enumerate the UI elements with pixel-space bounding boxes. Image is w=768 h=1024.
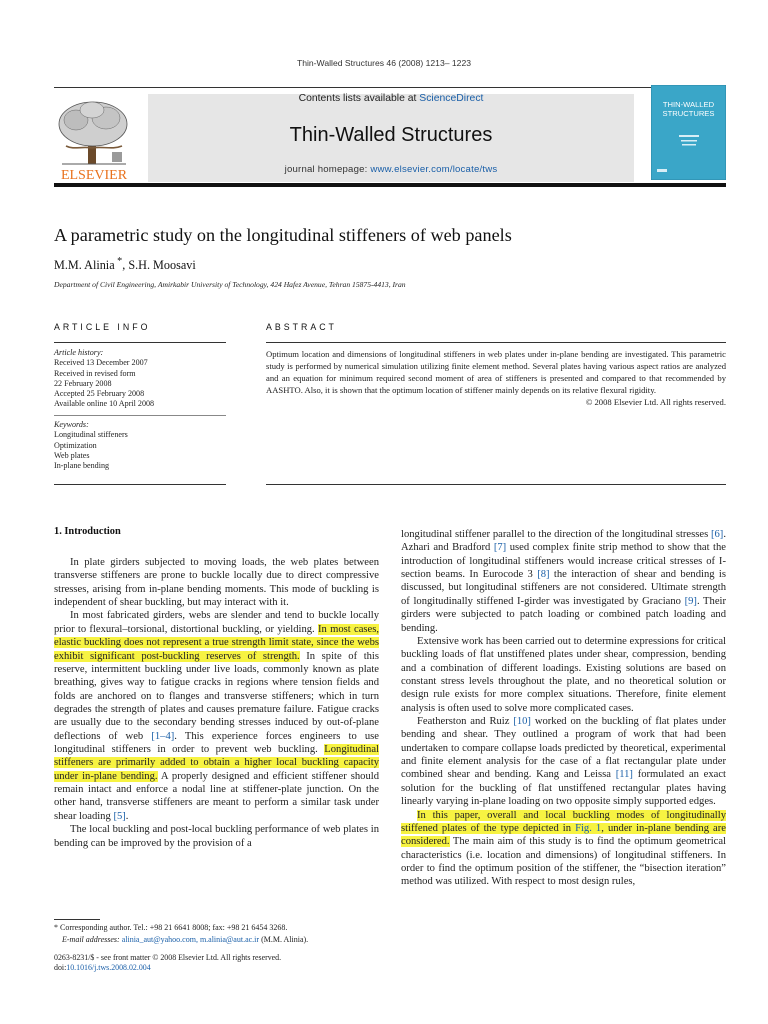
footnote-rule (54, 919, 100, 920)
highlighted-text: In most cases, elastic buckling does not represent a true strength limit state, since the webs exhibit significant post-buckling reserves of strength. (54, 623, 379, 662)
body-paragraph (401, 809, 726, 889)
citation-link[interactable]: [5] (113, 810, 126, 822)
journal-cover-image (651, 85, 726, 180)
doi-link[interactable]: 10.1016/j.tws.2008.02.004 (66, 963, 151, 973)
body-text: A properly designed and efficient stiffener should remain intact and enforce a nodal line at stiffener-plate junction. On the other hand, transverse stiffeners are meant to perform a similar task under shear loading (54, 770, 379, 822)
info-bottom-rule (54, 484, 226, 485)
body-text: longitudinal stiffener parallel to the direction of the longitudinal stresses (401, 529, 711, 540)
citation-link[interactable]: [11] (615, 769, 633, 781)
corresponding-author-note: * Corresponding author. Tel.: +98 21 6641 8008; fax: +98 21 6454 3268. (54, 923, 288, 932)
issn-line: 0263-8231/$ - see front matter © 2008 Elsevier Ltd. All rights reserved. (54, 953, 282, 962)
journal-citation: Thin-Walled Structures 46 (2008) 1213– 1223 (296, 58, 472, 68)
info-divider (54, 415, 226, 416)
body-text: . Their girders were subjected to patch loading or combined patch loading and bending. (401, 595, 726, 634)
sciencedirect-link[interactable]: ScienceDirect (419, 93, 484, 104)
body-paragraph (401, 528, 726, 635)
article-title: A parametric study on the longitudinal stiffeners of web panels (54, 225, 512, 245)
body-column-right (401, 528, 726, 889)
author-affiliation: Department of Civil Engineering, Amirkabir University of Technology, 424 Hafez Avenue, Tehran 15875-4413, Iran (54, 280, 406, 289)
keywords (54, 420, 226, 471)
keyword-item[interactable]: Web plates (54, 450, 90, 460)
author-emails[interactable]: alinia_aut@yahoo.com, m.alinia@aut.ac.ir (121, 934, 260, 944)
body-text: . Azhari and Bradford (401, 529, 726, 554)
body-text: worked on the buckling of flat plates under bending and shear. They outlined a program of work that had been undertaken to compare collapse loads predicted by theoretical, experimental and finite element analysis for the case of a flat rectangular plate under combined shear and bending. Kang and Leissa (401, 716, 726, 781)
journal-title: Thin-Walled Structures (289, 124, 493, 146)
corresponding-mark[interactable]: * (114, 256, 123, 267)
doi-label: doi: (54, 963, 67, 973)
citation-link[interactable]: [6] (710, 529, 724, 540)
journal-cover[interactable] (651, 85, 726, 180)
abstract-bottom-rule (266, 484, 726, 485)
body-paragraph (54, 823, 379, 850)
citation-link[interactable]: [8] (537, 569, 550, 581)
front-matter-footer (54, 953, 281, 974)
history-label: Article history: (54, 348, 104, 357)
body-text: In plate girders subjected to moving loads, the web plates between transverse stiffeners are prone to buckle locally due to direct compressive stresses, arising from in-plane bending moments. This mode of buckling is independent of shear buckling, but may interact with it. (54, 557, 379, 609)
header-top-rule (54, 87, 726, 88)
history-entry: Received in revised form (54, 368, 136, 378)
keyword-item[interactable]: In-plane bending (54, 461, 110, 471)
homepage-prefix: journal homepage: (284, 164, 371, 175)
body-paragraph (54, 556, 379, 609)
history-entry: 22 February 2008 (54, 378, 112, 388)
info-top-rule (54, 342, 226, 343)
abstract-text: Optimum location and dimensions of longitudinal stiffeners in web plates under in-plane bending are investigated. This parametric study is performed by numerical simulation utilizing finite element method. Several plates having various aspect ratios are analyzed and an equation for minimum required second moment of area of stiffeners is presented and compared to that recommended by AASHTO. Also, it is shown that the optimum location of stiffener mainly depends on its relative flexural rigidity. (266, 349, 726, 396)
email-owner: (M.M. Alinia). (259, 934, 309, 944)
body-text: The local buckling and post-local buckling performance of web plates in bending can be improved by the provision of a (54, 824, 379, 849)
body-text: the interaction of shear and bending is discussed, but longitudinal stiffeners are not considered. Ultimate strength of longitudinally stiffened I-girder was investigated by Graciano (401, 569, 726, 607)
header-bottom-rule (54, 183, 726, 187)
contents-availability (148, 93, 634, 104)
highlighted-text: , under in-plane bending are considered. (401, 822, 726, 848)
elsevier-tree-icon (54, 96, 134, 182)
history-entry: Accepted 25 February 2008 (54, 389, 145, 399)
abstract-copyright: © 2008 Elsevier Ltd. All rights reserved. (585, 397, 726, 408)
contents-prefix: Contents lists available at (298, 93, 420, 104)
author-separator: , (122, 258, 129, 273)
body-text: used complex finite strip method to show that the introduction of longitudinal stiffeners would increase critical stresses of I-section beams. In Eurocode 3 (401, 542, 726, 581)
body-text: The main aim of this study is to find the optimum geometrical characteristics (i.e. location and dimensions) of longitudinal stiffeners. In order to find the optimum position of the stiffener, the “bisection iteration” method was utilized. With respect to most design rules, (401, 836, 726, 888)
homepage-link[interactable]: www.elsevier.com/locate/tws (370, 164, 498, 175)
author-list (54, 256, 196, 273)
history-entry: Received 13 December 2007 (54, 358, 148, 368)
body-text: Featherston and Ruiz (417, 716, 514, 728)
citation-link[interactable]: Fig. 1 (575, 822, 602, 834)
article-history (54, 348, 226, 410)
body-text: In most fabricated girders, webs are slender and tend to buckle locally prior to flexural–torsional, distortional buckling, or yielding. (54, 610, 379, 635)
abstract-body (266, 348, 726, 408)
article-info-heading: ARTICLE INFO (54, 322, 151, 332)
history-entry: Available online 10 April 2008 (54, 399, 155, 409)
section-title-introduction: 1. Introduction (54, 526, 121, 537)
body-text: Extensive work has been carried out to determine expressions for critical buckling loads of flat unstiffened plates under shear, compression, bending and a combination of different loadings. Existing solutions are based on constant stress levels throughout the plate, and no theoretical solution or design rule exists for more complex situations. Therefore, finite element analysis is often used to solve more complicated cases. (401, 635, 726, 714)
svg-text:STRUCTURES: STRUCTURES (662, 109, 715, 118)
body-paragraph (401, 715, 726, 809)
journal-homepage (148, 164, 634, 175)
email-label: E-mail addresses: (62, 934, 122, 944)
author-name[interactable]: S.H. Moosavi (128, 258, 196, 273)
citation-link[interactable]: [9] (684, 595, 697, 607)
body-text: In spite of this reserve, intermittent buckling under live loads, commonly known as plate breathing, gives way to fatigue cracks in regions where tension fields and folds are anchored on to flanges and transverse stiffeners; which in turn degrades the strength of plates and causes premature failure. Fatigue cracks are usually due to the secondary bending stresses induced by out-of-plane deflections of web (54, 650, 380, 742)
body-paragraph (401, 635, 726, 715)
highlighted-text: Longitudinal stiffeners are primarily added to obtain a higher local buckling capacity under in-plane bending. (54, 744, 379, 782)
elsevier-logo (54, 96, 134, 182)
footnote (54, 922, 384, 945)
abstract-top-rule (266, 342, 726, 343)
citation-link[interactable]: [10] (513, 716, 531, 728)
abstract-heading: ABSTRACT (266, 322, 337, 332)
highlighted-text: In this paper, overall and local buckling modes of longitudinally stiffened plates of the type depicted in (401, 809, 726, 834)
elsevier-wordmark: ELSEVIER (60, 168, 128, 182)
body-text: formulated an exact solution for the buckling of flat unstiffened rectangular plates having linearly varying in-plane loading on two opposite simply supported edges. (401, 769, 726, 808)
body-paragraph (54, 609, 379, 823)
body-text: . This experience forces engineers to use longitudinal stiffeners in order to prevent web buckling. (54, 730, 379, 756)
author-name[interactable]: M.M. Alinia (54, 258, 115, 273)
svg-text:THIN-WALLED: THIN-WALLED (662, 100, 715, 109)
keywords-label: Keywords: (54, 420, 89, 429)
keyword-item[interactable]: Longitudinal stiffeners (54, 430, 128, 440)
keyword-item[interactable]: Optimization (54, 440, 97, 450)
body-text: . (125, 810, 129, 822)
body-column-left (54, 556, 379, 850)
citation-link[interactable]: [1–4] (151, 730, 175, 742)
citation-link[interactable]: [7] (493, 542, 507, 554)
